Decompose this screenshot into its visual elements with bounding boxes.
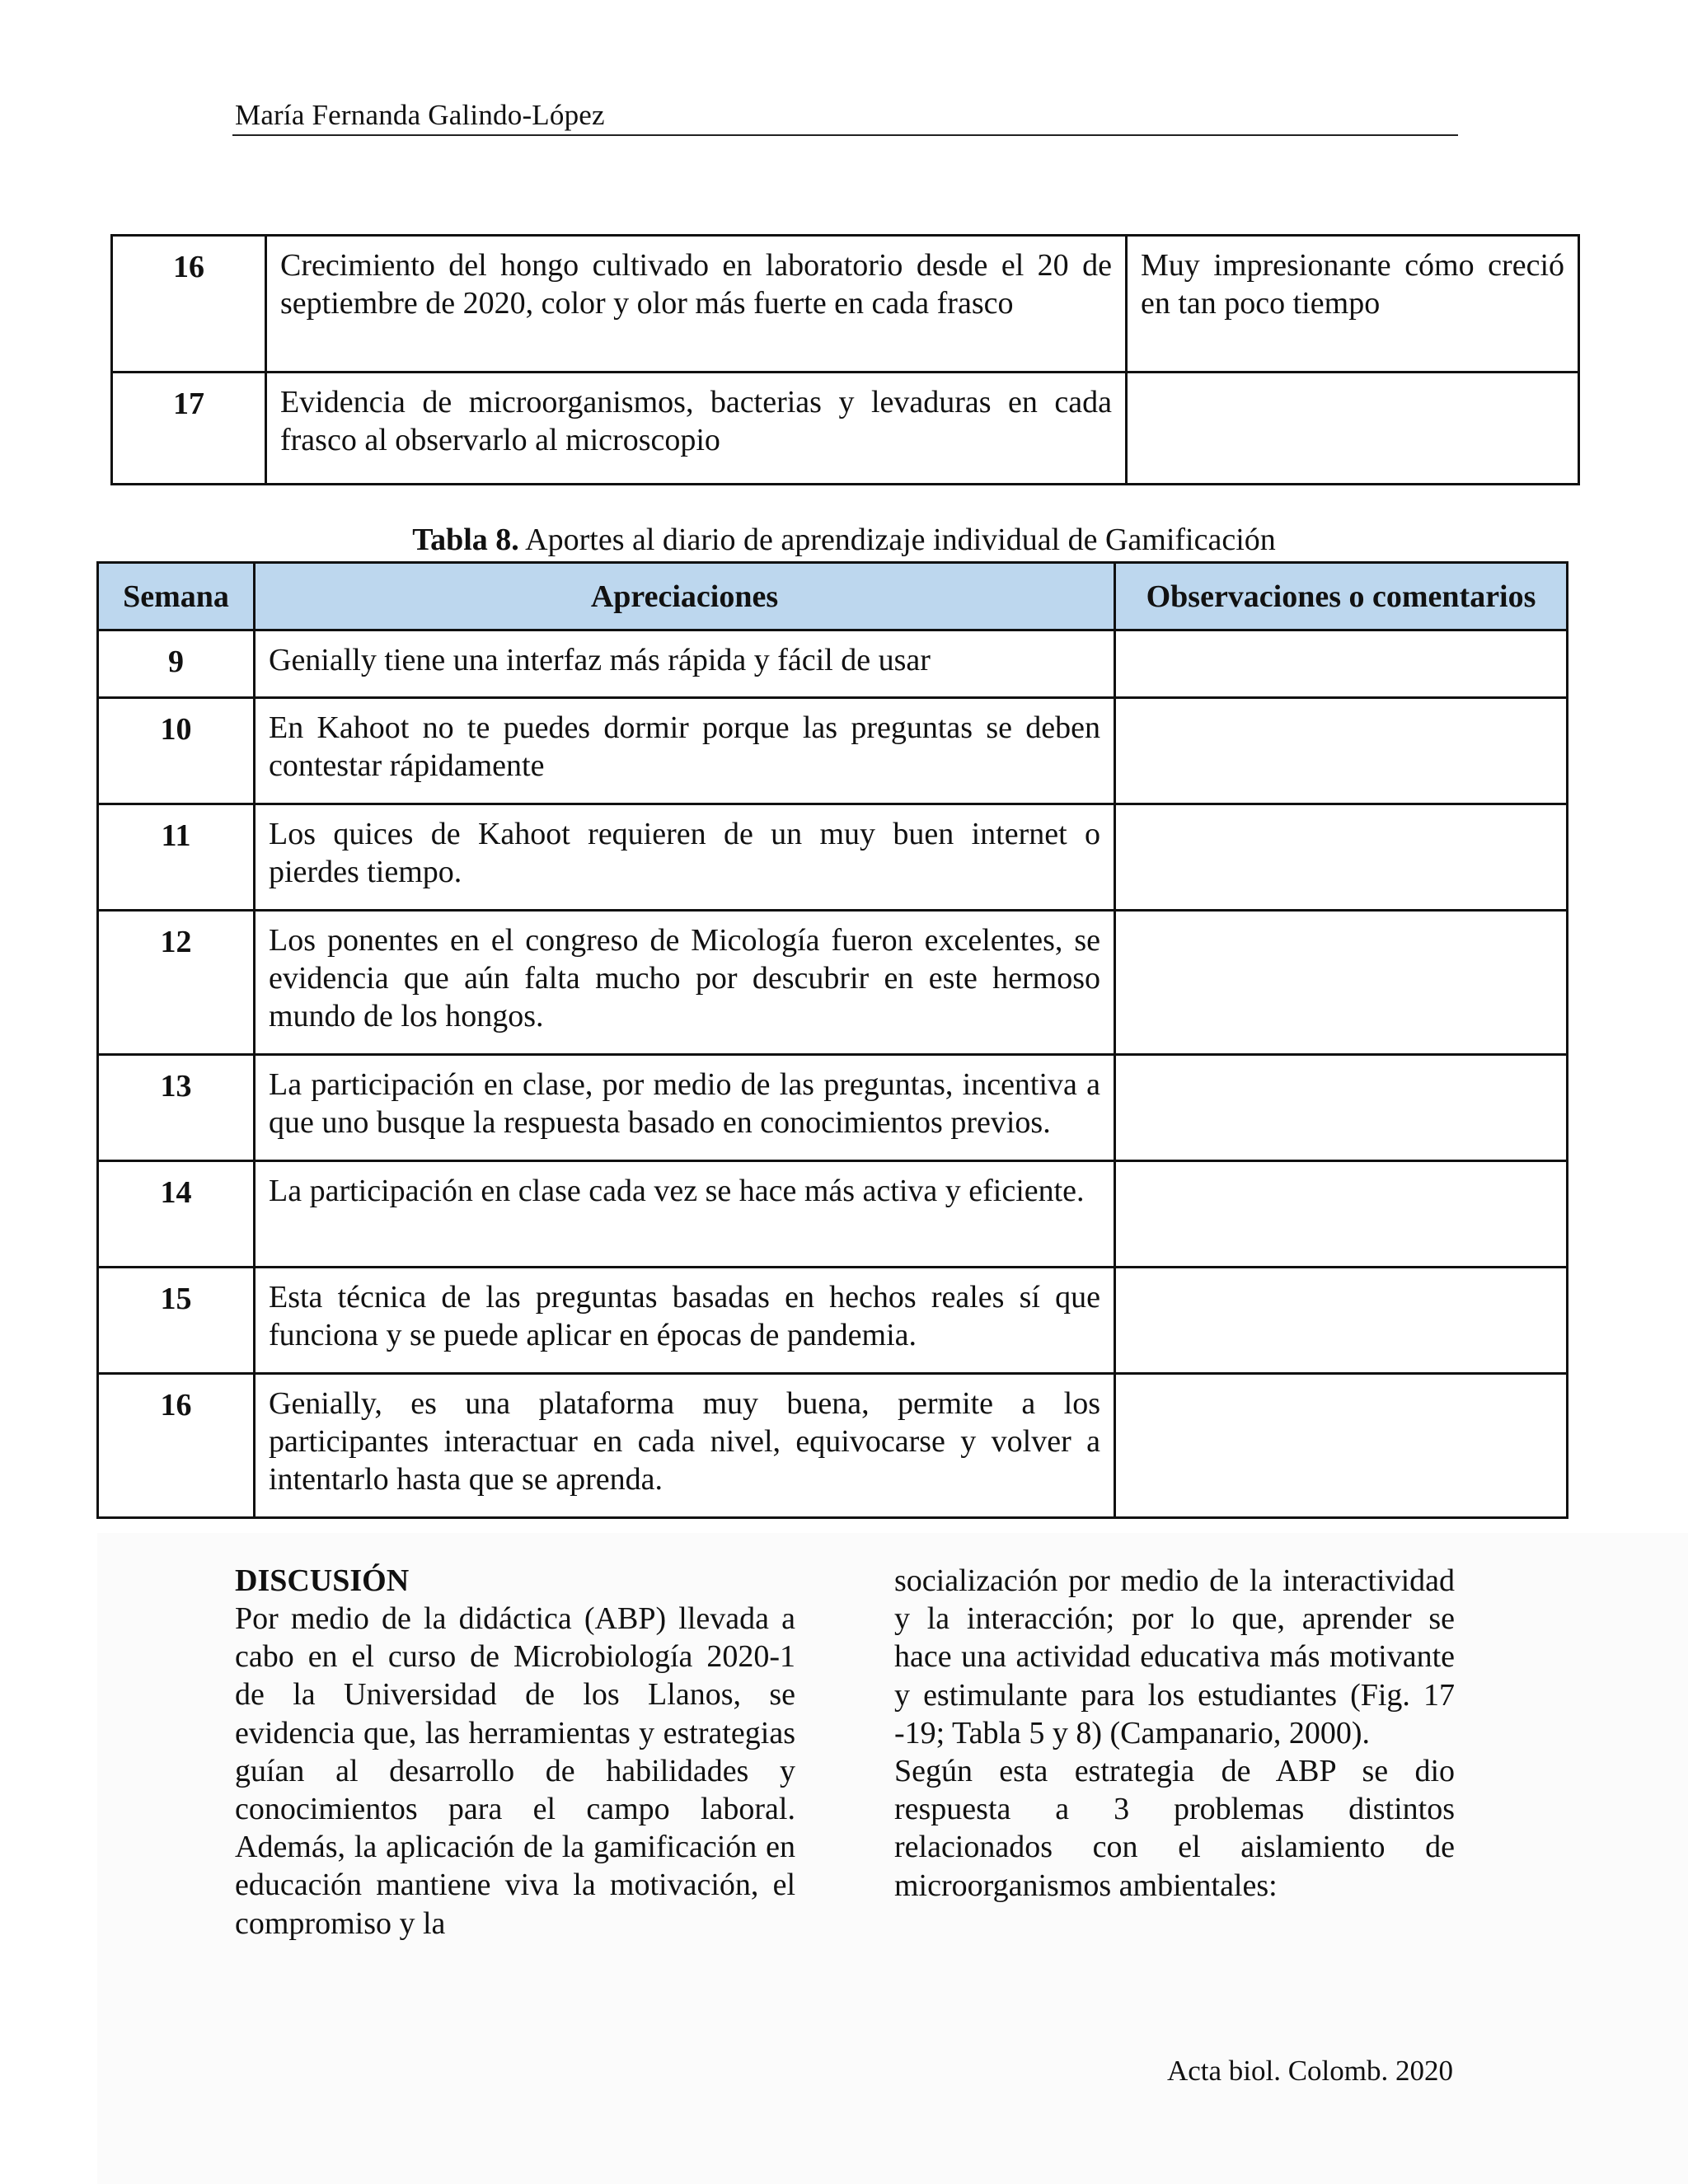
table-row bbox=[98, 911, 1568, 1055]
discussion-paragraph: Según esta estrategia de ABP se dio respuesta a 3 problemas distintos relacionados con el aislamiento de microorganismos ambientales: bbox=[894, 1754, 1455, 1903]
running-footer-journal: Acta biol. Colomb. 2020 bbox=[1166, 2055, 1453, 2087]
observation-cell bbox=[1115, 911, 1568, 1055]
week-cell: 13 bbox=[98, 1055, 255, 1161]
table-8 bbox=[96, 561, 1568, 1519]
running-header-author: María Fernanda Galindo-López bbox=[235, 99, 605, 131]
section-title-discussion: DISCUSIÓN bbox=[235, 1563, 410, 1598]
appreciation-cell: Genially, es una plataforma muy buena, permite a los participantes interactuar en cada nivel, equivocarse y volver a intentarlo hasta que se aprenda. bbox=[255, 1374, 1115, 1518]
table-row bbox=[98, 1268, 1568, 1374]
header-observation: Observaciones o comentarios bbox=[1115, 563, 1568, 630]
appreciation-cell: Genially tiene una interfaz más rápida y fácil de usar bbox=[255, 630, 1115, 698]
table-row bbox=[112, 236, 1579, 373]
table-row bbox=[98, 804, 1568, 911]
week-cell: 12 bbox=[98, 911, 255, 1055]
week-cell: 11 bbox=[98, 804, 255, 911]
table-caption-label: Tabla 8. bbox=[412, 523, 519, 557]
discussion-paragraph: socialización por medio de la interactividad y la interacción; por lo que, aprender se hace una actividad educativa más motivante y estimulante para los estudiantes (Fig. 17 -19; Tabla 5 y 8) (Campanario, 2000). bbox=[894, 1563, 1455, 1750]
week-cell: 10 bbox=[98, 698, 255, 804]
observation-cell bbox=[1127, 373, 1579, 485]
table-row bbox=[98, 1161, 1568, 1268]
appreciation-cell: Los ponentes en el congreso de Micología fueron excelentes, se evidencia que aún falta mucho por descubrir en este hermoso mundo de los hongos. bbox=[255, 911, 1115, 1055]
appreciation-cell: La participación en clase cada vez se hace más activa y eficiente. bbox=[255, 1161, 1115, 1268]
table-row bbox=[98, 1374, 1568, 1518]
observation-cell bbox=[1115, 1161, 1568, 1268]
table-row bbox=[112, 373, 1579, 485]
table-header-row bbox=[98, 563, 1568, 630]
observation-cell: Muy impresionante cómo creció en tan poco tiempo bbox=[1127, 236, 1579, 373]
discussion-paragraph: Por medio de la didáctica (ABP) llevada a cabo en el curso de Microbiología 2020-1 de la Universidad de los Llanos, se evidencia que, las herramientas y estrategias guían al desarrollo de habilidades y conocimientos para el campo laboral. Además, la aplicación de la gamificación en educación mantiene viva la motivación, el compromiso y la bbox=[235, 1601, 795, 1941]
table-caption-text: Aportes al diario de aprendizaje individual de Gamificación bbox=[518, 523, 1276, 557]
header-appreciation: Apreciaciones bbox=[255, 563, 1115, 630]
table-row bbox=[98, 630, 1568, 698]
observation-cell bbox=[1115, 698, 1568, 804]
week-cell: 17 bbox=[112, 373, 266, 485]
week-cell: 15 bbox=[98, 1268, 255, 1374]
table-row bbox=[98, 698, 1568, 804]
appreciation-cell: Esta técnica de las preguntas basadas en hechos reales sí que funciona y se puede aplicar en épocas de pandemia. bbox=[255, 1268, 1115, 1374]
observation-cell bbox=[1115, 1268, 1568, 1374]
header-week: Semana bbox=[98, 563, 255, 630]
week-cell: 16 bbox=[112, 236, 266, 373]
appreciation-cell: Evidencia de microorganismos, bacterias y levaduras en cada frasco al observarlo al microscopio bbox=[266, 373, 1127, 485]
appreciation-cell: Los quices de Kahoot requieren de un muy buen internet o pierdes tiempo. bbox=[255, 804, 1115, 911]
observation-cell bbox=[1115, 1374, 1568, 1518]
week-cell: 14 bbox=[98, 1161, 255, 1268]
table-caption bbox=[0, 522, 1688, 558]
week-cell: 16 bbox=[98, 1374, 255, 1518]
observation-cell bbox=[1115, 1055, 1568, 1161]
observation-cell bbox=[1115, 630, 1568, 698]
observation-cell bbox=[1115, 804, 1568, 911]
appreciation-cell: La participación en clase, por medio de las preguntas, incentiva a que uno busque la respuesta basado en conocimientos previos. bbox=[255, 1055, 1115, 1161]
discussion-column-left bbox=[235, 1600, 795, 1943]
appreciation-cell: Crecimiento del hongo cultivado en laboratorio desde el 20 de septiembre de 2020, color y olor más fuerte en cada frasco bbox=[266, 236, 1127, 373]
header-divider bbox=[232, 134, 1458, 136]
week-cell: 9 bbox=[98, 630, 255, 698]
continued-table bbox=[110, 234, 1580, 485]
appreciation-cell: En Kahoot no te puedes dormir porque las preguntas se deben contestar rápidamente bbox=[255, 698, 1115, 804]
table-row bbox=[98, 1055, 1568, 1161]
discussion-column-right bbox=[894, 1562, 1455, 1905]
